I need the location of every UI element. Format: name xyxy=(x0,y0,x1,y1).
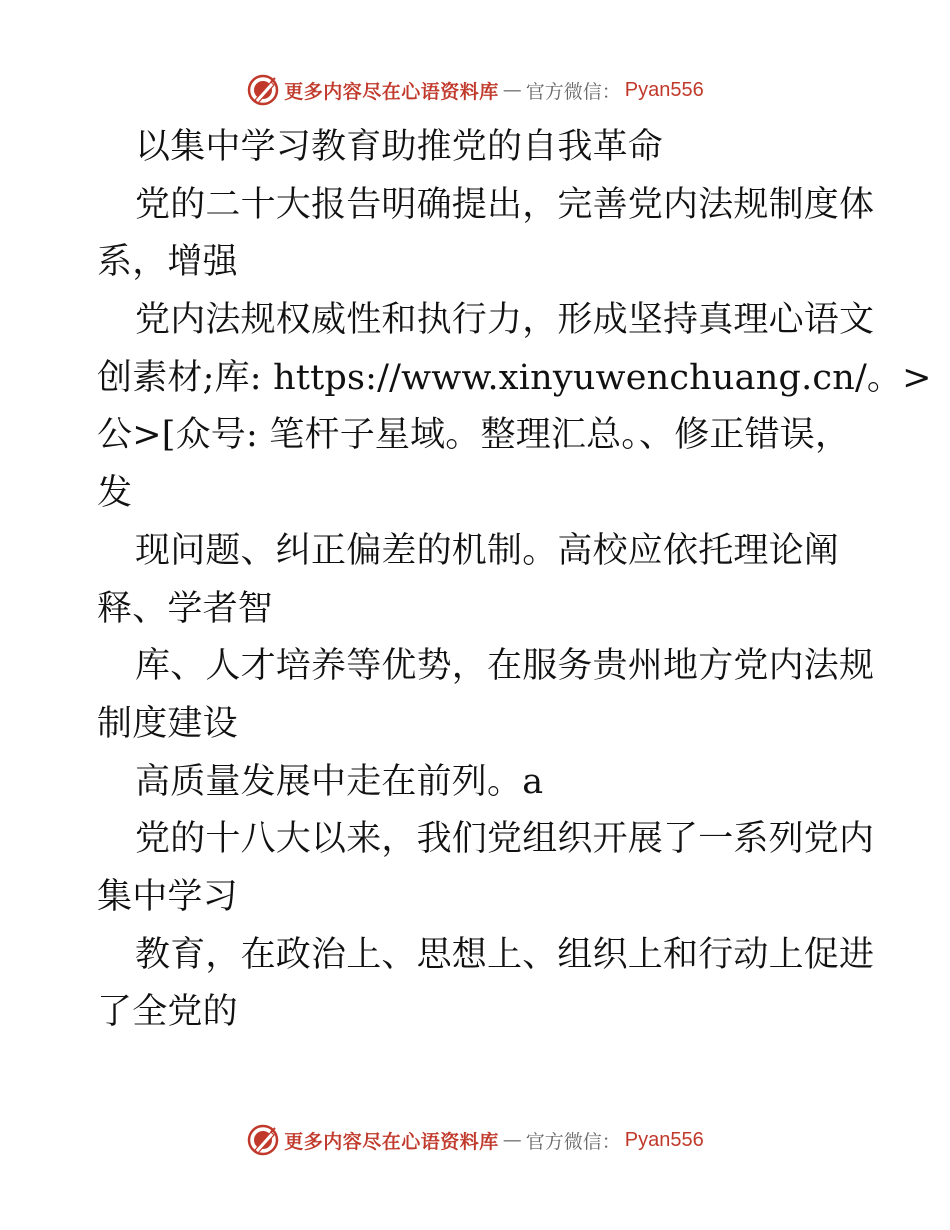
banner-official-label: 官方微信： xyxy=(525,1130,621,1153)
text-line: 党的十八大以来，我们党组织开展了一系列党内 xyxy=(135,819,875,860)
banner-wechat-id: Pyan556 xyxy=(624,1128,704,1151)
text-line: 系，增强 xyxy=(97,242,238,283)
text-line: 发 xyxy=(97,473,133,514)
banner-text: 更多内容尽在心语资料库 xyxy=(284,1130,499,1153)
banner-wechat-id: Pyan556 xyxy=(624,78,704,101)
text-line: 集中学习 xyxy=(97,876,238,917)
text-line: 党的二十大报告明确提出，完善党内法规制度体 xyxy=(135,184,875,225)
text-line: 现问题、纠正偏差的机制。高校应依托理论阐 xyxy=(135,530,840,571)
footer-banner xyxy=(0,1120,950,1160)
title-line: 以集中学习教育助推党的自我革命 xyxy=(135,127,664,167)
text-line: 了全党的 xyxy=(97,992,238,1033)
text-line: 教育，在政治上、思想上、组织上和行动上促进 xyxy=(135,934,875,975)
text-line: 公>[众号: 笔杆子星域。整理汇总。、修正错误， xyxy=(97,415,851,456)
banner-dash: — xyxy=(502,79,522,101)
text-line: 库、人才培养等优势，在服务贵州地方党内法规 xyxy=(135,646,875,687)
document-body xyxy=(97,119,932,1042)
banner-text: 更多内容尽在心语资料库 xyxy=(284,80,499,103)
text-line: 创素材;库: https://www.xinyuwenchuang.cn/。> xyxy=(97,357,932,398)
pen-logo-icon xyxy=(246,1123,280,1157)
banner-dash: — xyxy=(502,1129,522,1151)
text-line: 制度建设 xyxy=(97,703,238,744)
text-line: 释、学者智 xyxy=(97,588,274,629)
text-line: 高质量发展中走在前列。a xyxy=(135,761,544,802)
banner-official-label: 官方微信： xyxy=(525,80,621,103)
text-line: 党内法规权威性和执行力，形成坚持真理心语文 xyxy=(135,300,875,341)
pen-logo-icon xyxy=(246,73,280,107)
header-banner xyxy=(0,70,950,110)
